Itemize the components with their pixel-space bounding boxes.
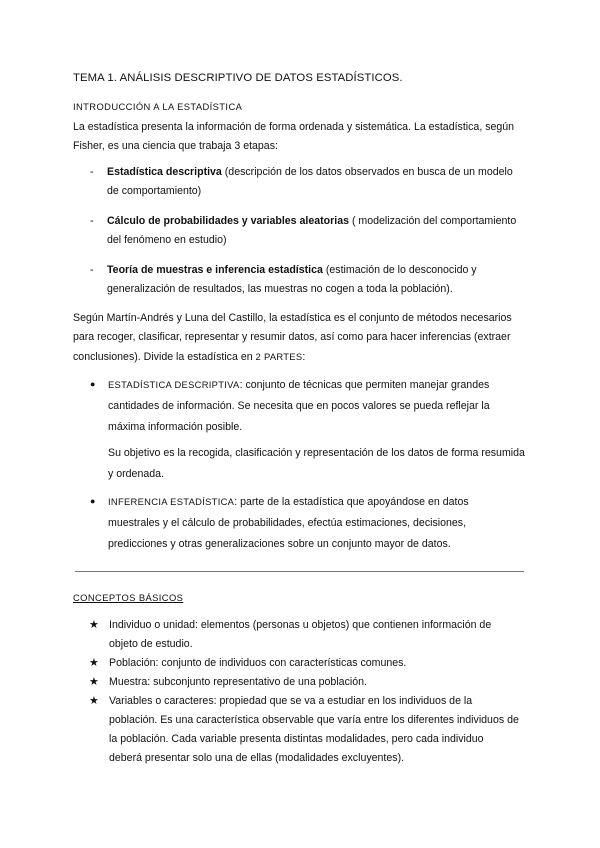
dash-marker: - <box>90 264 94 276</box>
stage-item <box>90 212 520 250</box>
intro-paragraph: La estadística presenta la información de forma ordenada y sistemática. La estadística, según Fisher, es una ciencia que trabaja 3 etapas: <box>73 121 515 153</box>
parts-paragraph-end: : <box>302 351 306 364</box>
concept-item <box>89 654 519 673</box>
part-item <box>90 491 520 555</box>
part-label: ESTADÍSTICA DESCRIPTIVA <box>108 379 240 390</box>
bullet-marker: ● <box>90 379 96 389</box>
concept-item <box>89 616 519 654</box>
stage-title: Teoría de muestras e inferencia estadística <box>107 264 323 276</box>
part-description: : parte de la estadística que apoyándose en datos muestrales y el cálculo de probabilidades, efectúa estimaciones, decisiones, predicciones y otras generalizaciones sobre un conjunto mayor de datos. <box>108 496 469 550</box>
document-title: TEMA 1. ANÁLISIS DESCRIPTIVO DE DATOS ESTADÍSTICOS. <box>73 72 403 84</box>
concept-text: Muestra: subconjunto representativo de una población. <box>109 676 367 688</box>
star-icon: ★ <box>89 695 99 707</box>
parts-paragraph-text: Según Martín-Andrés y Luna del Castillo, la estadística es el conjunto de métodos necesarios para recoger, clasificar, representar y resumir datos, así como para hacer inferencias (extraer conclusiones). Divide la estadística en <box>73 312 512 364</box>
dash-marker: - <box>90 166 94 178</box>
parts-paragraph <box>73 309 533 368</box>
star-icon: ★ <box>89 619 99 631</box>
parts-emphasis: 2 PARTES <box>255 351 303 363</box>
concept-text: Individuo o unidad: elementos (personas u objetos) que contienen información de objeto de estudio. <box>109 619 492 650</box>
section-divider <box>75 571 524 572</box>
part-description: : conjunto de técnicas que permiten manejar grandes cantidades de información. Se necesita que en pocos valores se pueda reflejar la máxima información posible. <box>108 379 490 433</box>
star-icon: ★ <box>89 676 99 688</box>
stage-description: (estimación de lo desconocido y generalización de resultados, las muestras no cogen a toda la población). <box>107 264 477 296</box>
stage-item <box>90 163 520 201</box>
concept-item <box>89 692 519 768</box>
star-icon: ★ <box>89 657 99 669</box>
concept-text: Población: conjunto de individuos con características comunes. <box>109 657 407 669</box>
concepts-heading: CONCEPTOS BÁSICOS <box>73 592 184 603</box>
stage-description: (descripción de los datos observados en busca de un modelo de comportamiento) <box>107 166 513 198</box>
bullet-marker: ● <box>90 496 96 506</box>
concept-text: Variables o caracteres: propiedad que se va a estudiar en los individuos de la población. Es una característica observable que varía entre los diferentes individuos de la población. Cada variable presenta distintas modalidades, pero cada individuo deberá presentar solo una de ellas (modalidades excluyentes). <box>109 695 519 764</box>
concept-item <box>89 673 519 692</box>
part-item <box>90 374 520 438</box>
descriptive-objective: Su objetivo es la recogida, clasificación y representación de los datos de forma resumida y ordenada. <box>108 447 525 480</box>
intro-heading: INTRODUCCIÓN A LA ESTADÍSTICA <box>73 101 243 112</box>
stage-item <box>90 261 520 299</box>
part-label: INFERENCIA ESTADÍSTICA <box>108 496 235 507</box>
stage-title: Estadística descriptiva <box>107 166 222 178</box>
dash-marker: - <box>90 215 94 227</box>
stage-description: ( modelización del comportamiento del fenómeno en estudio) <box>107 215 517 247</box>
stage-title: Cálculo de probabilidades y variables aleatorias <box>107 215 349 227</box>
